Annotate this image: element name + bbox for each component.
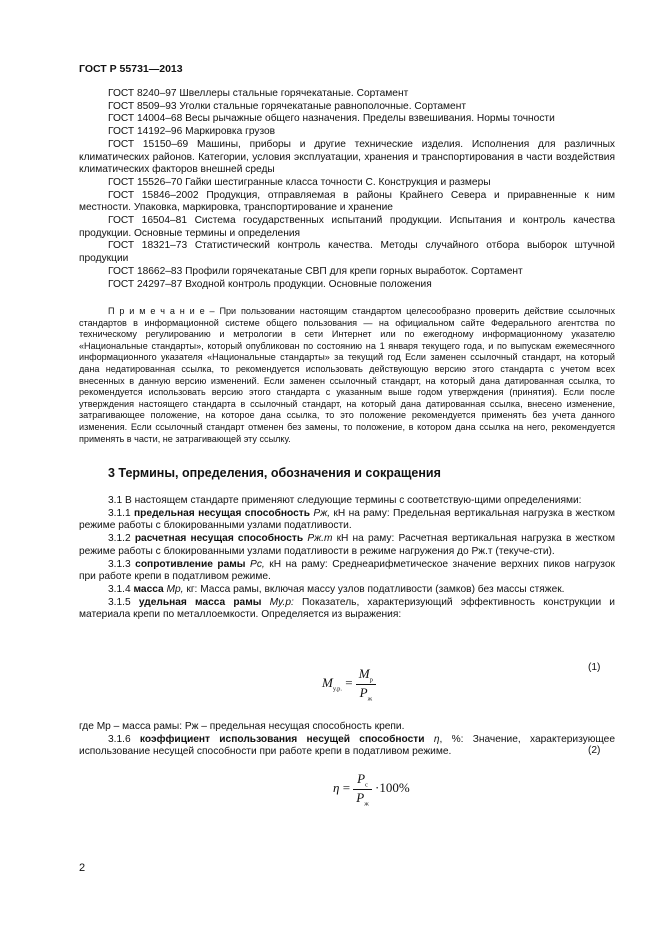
formula-fraction <box>353 771 371 807</box>
formula-lhs <box>322 675 342 693</box>
references-list <box>79 88 615 291</box>
term-3-1-6 <box>79 734 615 759</box>
term-definition: Показатель, характеризующий эффективность конструкции и материала крепи по металлоемкости. Определяется из выражения: <box>79 596 615 621</box>
term-number: 3.1.2 <box>108 533 135 545</box>
term-title: предельная несущая способность <box>134 507 311 519</box>
note-block <box>79 306 615 445</box>
formula-multiplier: ·100% <box>375 780 410 796</box>
formula-subscript: р <box>369 676 373 684</box>
note-label: П р и м е ч а н и е <box>108 306 205 316</box>
term-title: коэффициент использования несущей способности <box>139 733 425 745</box>
term-definition: кН на раму: Расчетная вертикальная нагрузка в жестком режиме работы с блокированными узлами податливости в режиме нагружения до Pж.т (текуче-сти). <box>79 533 615 557</box>
term-symbol: Pс, <box>245 558 265 570</box>
fraction-denominator <box>356 685 376 703</box>
term-definition: кН на раму: Предельная вертикальная нагрузка в жестком режиме работы с блокированными узлами податливости. <box>79 507 615 532</box>
fraction-denominator <box>353 790 371 808</box>
formula-symbol: P <box>359 684 368 700</box>
terms-intro: 3.1 В настоящем стандарте применяют следующие термины с соответствую-щими определениями: <box>108 495 582 506</box>
term-3-1-4 <box>79 584 615 597</box>
formula-symbol: P <box>357 771 366 786</box>
formula-1-number: (1) <box>588 662 601 673</box>
where-clause: где Mр – масса рамы: Pж – предельная несущая способность крепи. <box>79 721 405 732</box>
term-number: 3.1.6 <box>108 733 140 745</box>
formula-symbol: P <box>356 789 365 805</box>
reference-item: ГОСТ 15846–2002 Продукция, отправляемая в районы Крайнего Севера и приравненные к ним местности. Упаковка, маркировка, транспортирование и хранение <box>79 189 615 214</box>
reference-item: ГОСТ 16504–81 Система государственных испытаний продукции. Испытания и контроль качества продукции. Основные термины и определения <box>79 215 615 239</box>
term-3-1-3 <box>79 559 615 584</box>
formula-subscript: с <box>365 781 368 789</box>
term-3-1-5 <box>79 597 615 622</box>
term-title: удельная масса рамы <box>138 596 262 608</box>
reference-item: ГОСТ 8240–97 Швеллеры стальные горячекатаные. Сортамент <box>108 88 409 99</box>
term-symbol: η <box>424 733 440 745</box>
note-text: – При пользовании настоящим стандартом целесообразно проверить действие ссылочных стандартов в информационной системе общего пользования — на официальном сайте Федерального агентства по техническому регулированию и метрологии в сети Интернет или по ежегодному информационному указателю «Национальные стандарты», который опубликован по состоянию на 1 января текущего года, и по выпускам ежемесячного информационного указателя «Национальные стандарты» за текущий год Если заменен ссылочный стандарт, на который дана недатированная ссылка, то рекомендуется использовать действующую версию этого стандарта с учетом всех внесенных в данную версию изменений. Если заменен ссылочный стандарт, на который дана датированная ссылка, то рекомендуется использовать версию этого стандарта с указанным выше годом утверждения (принятия). Если после утверждения настоящего стандарта в ссылочный стандарт, на который дана датированная ссылка, внесено изменение, затрагивающее положение, на которое дана ссылка, то это положение рекомендуется применять без учета данного изменения. Если ссылочный стандарт отменен без замены, то положение, в котором дана ссылка на него, рекомендуется применять в части, не затрагивающей эту ссылку. <box>79 306 615 444</box>
term-definition: кг: Масса рамы, включая массу узлов податливости (замков) без массы стяжек. <box>183 583 565 595</box>
reference-item: ГОСТ 24297–87 Входной контроль продукции. Основные положения <box>108 278 432 290</box>
formula-2-number: (2) <box>588 745 601 756</box>
term-number: 3.1.1 <box>108 507 135 519</box>
term-symbol: Pж, <box>310 507 331 519</box>
page-header: ГОСТ Р 55731—2013 <box>79 63 183 75</box>
term-3-1-2 <box>79 533 615 558</box>
section-heading: 3 Термины, определения, обозначения и сокращения <box>108 466 441 480</box>
formula-1 <box>322 666 376 702</box>
fraction-numerator <box>356 666 376 685</box>
formula-symbol: M <box>322 675 333 691</box>
equals-sign: = <box>342 780 351 796</box>
fraction-numerator <box>353 771 371 790</box>
reference-item: ГОСТ 14004–68 Весы рычажные общего назначения. Пределы взвешивания. Нормы точности <box>108 113 555 125</box>
formula-fraction <box>356 666 376 702</box>
term-symbol: Pж.т <box>303 533 333 545</box>
term-symbol: Mр, <box>163 583 184 595</box>
formula-2 <box>333 771 410 807</box>
reference-item: ГОСТ 15526–70 Гайки шестигранные класса точности С. Конструкция и размеры <box>108 176 491 188</box>
terms-section <box>79 495 615 622</box>
formula-symbol: M <box>358 666 370 681</box>
term-title: расчетная несущая способность <box>134 533 304 545</box>
reference-item: ГОСТ 18662–83 Профили горячекатаные СВП для крепи горных выработок. Сортамент <box>108 265 523 277</box>
page-number: 2 <box>79 862 86 874</box>
term-title: масса <box>133 583 164 595</box>
term-definition: , %: Значение, характеризующее использование несущей способности при работе крепи в податливом режиме. <box>79 733 615 758</box>
equals-sign: = <box>345 675 353 691</box>
term-number: 3.1.5 <box>108 596 139 608</box>
reference-item: ГОСТ 8509–93 Уголки стальные горячекатаные равнополочные. Сортамент <box>108 100 467 112</box>
term-number: 3.1.3 <box>108 558 136 570</box>
reference-item: ГОСТ 15150–69 Машины, приборы и другие технические изделия. Исполнения для различных климатических районов. Категории, условия эксплуатации, хранения и транспортирования в части воздействия климатических факторов внешней среды <box>79 138 615 176</box>
term-title: сопротивление рамы <box>135 558 246 570</box>
formula-1-explanation <box>79 721 615 759</box>
term-number: 3.1.4 <box>108 583 134 595</box>
reference-item: ГОСТ 18321–73 Статистический контроль качества. Методы случайного отбора выборок штучной продукции <box>79 240 615 265</box>
formula-subscript: у.р. <box>332 685 342 693</box>
note-paragraph <box>79 306 615 445</box>
formula-symbol: η <box>333 780 340 796</box>
formula-subscript: ж <box>364 800 369 808</box>
term-symbol: Mу.р: <box>261 596 294 608</box>
term-definition: кН на раму: Среднеарифметическое значение верхних пиков нагрузок при работе крепи в податливом режиме. <box>79 558 615 583</box>
reference-item: ГОСТ 14192–96 Маркировка грузов <box>108 126 276 138</box>
formula-subscript: ж <box>367 695 373 703</box>
term-3-1-1 <box>79 508 615 533</box>
